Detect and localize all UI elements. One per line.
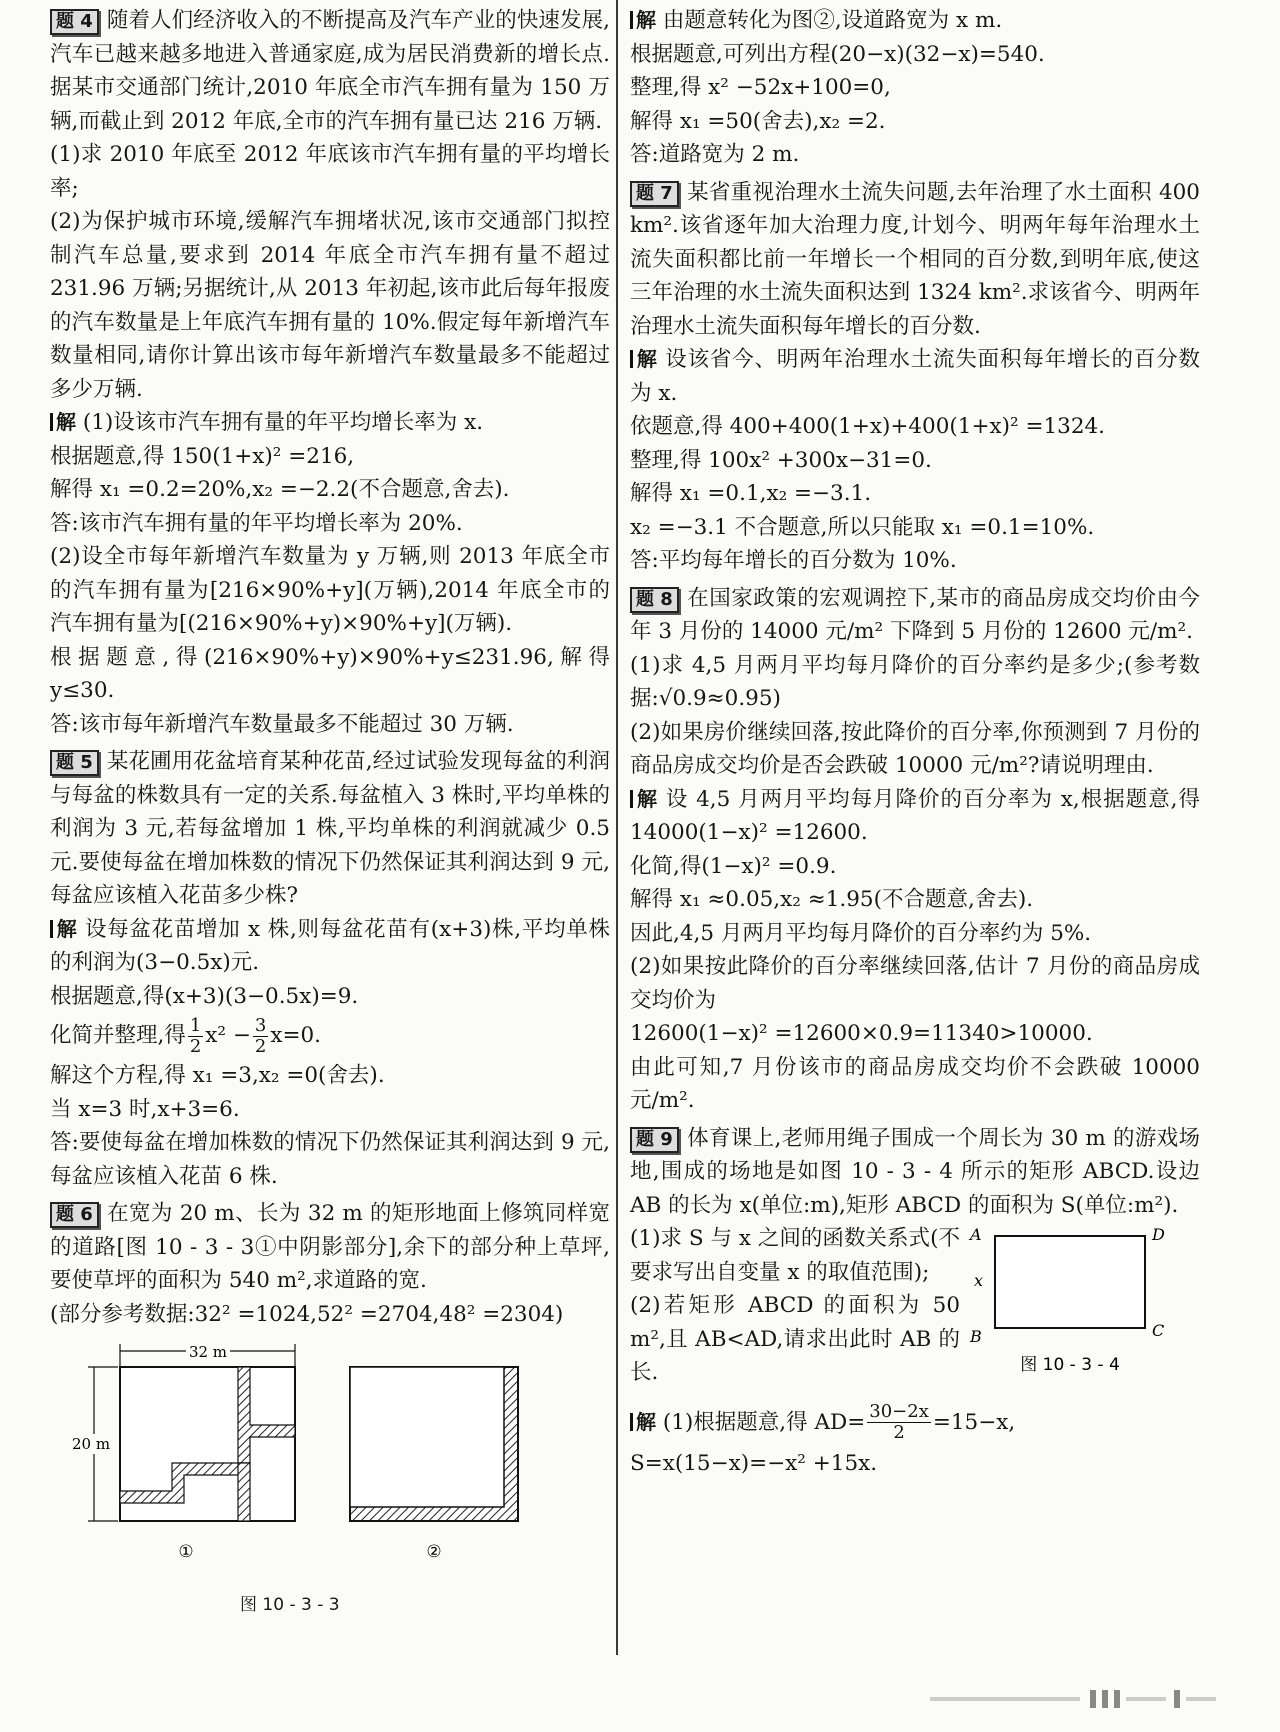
problem-subquestion: (1)求 2010 年底至 2012 年底该市汽车拥有量的平均增长率;: [50, 142, 610, 201]
solution-line: [630, 1398, 1200, 1447]
solution-line: 12600(1−x)² =12600×0.9=11340>10000.: [630, 1021, 1093, 1046]
problem-6: [50, 1197, 610, 1623]
solution-line: 根据题意,得(x+3)(3−0.5x)=9.: [50, 983, 359, 1009]
solution-line: 整理,得 x² −52x+100=0,: [630, 75, 891, 100]
vertex-a-label: A: [970, 1225, 982, 1244]
side-x-label: x: [974, 1271, 984, 1290]
solution-line: 解得 x₁ =0.2=20%,x₂ =−2.2(不合题意,舍去).: [50, 477, 510, 502]
fraction-numerator: 3: [254, 1014, 267, 1036]
solution-text: (1)根据题意,得 AD=: [662, 1409, 866, 1435]
solution-line: 由题意转化为图②,设道路宽为 x m.: [662, 8, 1003, 33]
solution-line: 答:该市每年新增汽车数量最多不能超过 30 万辆.: [50, 711, 514, 737]
solution-line: 答:该市汽车拥有量的年平均增长率为 20%.: [50, 510, 463, 536]
problem-subquestion: (1)求 S 与 x 之间的函数关系式(不要求写出自变量 x 的取值范围);: [630, 1226, 960, 1285]
problem-text: 某省重视治理水土流失问题,去年治理了水土面积 400 km².该省逐年加大治理力度,计划今、明两年每年治理水土流失面积都比前一年增长一个相同的百分数,到明年底,使这三年治理的水土流失面积达到 1324 km².求该省今、明两年治理水土流失面积每年增长的百分数.: [630, 179, 1200, 339]
fraction-denominator: 2: [254, 1035, 267, 1057]
problem-reference-data: (部分参考数据:32² =1024,52² =2704,48² =2304): [50, 1301, 564, 1327]
solution-line: (2)设全市每年新增汽车数量为 y 万辆,则 2013 年底全市的汽车拥有量为[216×90%+y](万辆),2014 年底全市的汽车拥有量为[(216×90%+y)×90%+y](万辆).: [50, 544, 610, 636]
solution-line: (1)设该市汽车拥有量的年平均增长率为 x.: [82, 410, 484, 435]
solution-line: 因此,4,5 月两月平均每月降价的百分率约为 5%.: [630, 920, 1092, 946]
vertex-c-label: C: [1152, 1321, 1165, 1340]
problem-7: [630, 176, 1200, 578]
fraction: [188, 1016, 203, 1057]
problem-text: 随着人们经济收入的不断提高及汽车产业的快速发展,汽车已越来越多地进入普通家庭,成为居民消费新的增长点.据某市交通部门统计,2010 年底全市汽车拥有量为 150 万辆,而截止到 2012 年底,全市的汽车拥有量已达 216 万辆.: [50, 8, 610, 134]
solution-line: 根据题意,得(216×90%+y)×90%+y≤231.96,解得 y≤30.: [50, 644, 610, 703]
solution-line: 根据题意,得 150(1+x)² =216,: [50, 443, 355, 469]
solution-line: [50, 1013, 610, 1059]
problem-tag: 题 7: [630, 181, 679, 207]
solution-line: 化简,得(1−x)² =0.9.: [630, 853, 837, 879]
solution-label: 解: [630, 347, 658, 371]
dimension-label-20m: 20 m: [72, 1435, 111, 1453]
problem-9: [630, 1122, 1200, 1481]
figure-10-3-4: [960, 1222, 1190, 1390]
problem-subquestion: (2)若矩形 ABCD 的面积为 50 m²,且 AB<AD,请求出此时 AB 的长.: [630, 1293, 960, 1385]
figure-2-label: ②: [426, 1542, 442, 1562]
solution-line: 整理,得 100x² +300x−31=0.: [630, 447, 932, 473]
solution-line: 解得 x₁ ≈0.05,x₂ ≈1.95(不合题意,舍去).: [630, 887, 1034, 912]
problem-tag: 题 8: [630, 587, 679, 613]
fraction-numerator: 1: [189, 1014, 202, 1036]
problem-text: 在宽为 20 m、长为 32 m 的矩形地面上修筑同样宽的道路[图 10 - 3 - 3①中阴影部分],余下的部分种上草坪,要使草坪的面积为 540 m²,求道路的宽.: [50, 1201, 610, 1293]
solution-line: x₂ =−3.1 不合题意,所以只能取 x₁ =0.1=10%.: [630, 514, 1095, 540]
problem-9-questions: [630, 1222, 960, 1390]
problem-5: [50, 745, 610, 1193]
figure-caption: 图 10 - 3 - 3: [240, 1595, 340, 1615]
problem-tag: 题 4: [50, 9, 99, 35]
problem-text: 某花圃用花盆培育某种花苗,经过试验发现每盆的利润与每盆的株数具有一定的关系.每盆植入 3 株时,平均单株的利润为 3 元,若每盆增加 1 株,平均单株的利润就减少 0.5 元.要使每盆在增加株数的情况下仍然保证其利润达到 9 元,每盆应该植入花苗多少株?: [50, 749, 610, 908]
problem-tag: 题 6: [50, 1202, 99, 1228]
figure-1-label: ①: [178, 1542, 194, 1562]
problem-6-solution: [630, 4, 1200, 172]
solution-label: 解: [50, 410, 76, 434]
fraction-denominator: 2: [189, 1035, 202, 1057]
solution-line: 答:平均每年增长的百分数为 10%.: [630, 548, 957, 573]
solution-text: x=0.: [270, 1023, 321, 1048]
left-column: [50, 4, 610, 1623]
solution-line: S=x(15−x)=−x² +15x.: [630, 1450, 878, 1476]
solution-label: 解: [50, 917, 77, 941]
problem-9-body: [630, 1222, 1200, 1390]
right-column: [630, 4, 1200, 1480]
road-diagram: [50, 1339, 610, 1569]
solution-text: 化简并整理,得: [50, 1023, 186, 1048]
solution-line: 解这个方程,得 x₁ =3,x₂ =0(舍去).: [50, 1063, 385, 1088]
rectangle-abcd-diagram: [960, 1222, 1190, 1372]
fraction-numerator: 30−2x: [869, 1401, 929, 1422]
solution-line: 答:道路宽为 2 m.: [630, 142, 800, 167]
problem-subquestion: (2)如果房价继续回落,按此降价的百分率,你预测到 7 月份的商品房成交均价是否会跌破 10000 元/m²?请说明理由.: [630, 719, 1200, 778]
problem-text: 在国家政策的宏观调控下,某市的商品房成交均价由今年 3 月份的 14000 元/m² 下降到 5 月份的 12600 元/m².: [630, 585, 1200, 644]
solution-line: (2)如果按此降价的百分率继续回落,估计 7 月份的商品房成交均价为: [630, 954, 1200, 1013]
problem-subquestion: (1)求 4,5 月两月平均每月降价的百分率约是多少;(参考数据:√0.9≈0.95): [630, 652, 1200, 711]
solution-text: x² −: [205, 1023, 251, 1048]
vertex-d-label: D: [1152, 1225, 1165, 1244]
problem-text: 体育课上,老师用绳子围成一个周长为 30 m 的游戏场地,围成的场地是如图 10 - 3 - 4 所示的矩形 ABCD.设边 AB 的长为 x(单位:m),矩形 ABCD 的面积为 S(单位:m²).: [630, 1125, 1200, 1218]
column-divider: [616, 0, 618, 1655]
problem-tag: 题 5: [50, 750, 99, 776]
figure-10-3-3: [50, 1339, 610, 1569]
figure-caption: 图 10 - 3 - 4: [1020, 1355, 1120, 1372]
watermark-bars: [930, 1690, 1240, 1708]
problem-8: [630, 582, 1200, 1118]
solution-line: 由此可知,7 月份该市的商品房成交均价不会跌破 10000 元/m².: [630, 1054, 1200, 1113]
solution-line: 依题意,得 400+400(1+x)+400(1+x)² =1324.: [630, 414, 1106, 439]
solution-line: 设 4,5 月两月平均每月降价的百分率为 x,根据题意,得 14000(1−x)² =12600.: [630, 786, 1200, 845]
solution-line: 答:要使每盆在增加株数的情况下仍然保证其利润达到 9 元,每盆应该植入花苗 6 株.: [50, 1130, 610, 1189]
solution-line: 解得 x₁ =0.1,x₂ =−3.1.: [630, 481, 872, 506]
solution-line: 设每盆花苗增加 x 株,则每盆花苗有(x+3)株,平均单株的利润为(3−0.5x)元.: [50, 916, 611, 975]
solution-label: 解: [630, 8, 656, 32]
dimension-label-32m: 32 m: [188, 1343, 228, 1361]
vertex-b-label: B: [970, 1327, 982, 1346]
problem-4: [50, 4, 610, 741]
solution-line: 设该省今、明两年治理水土流失面积每年增长的百分数为 x.: [630, 347, 1201, 406]
fraction-denominator: 2: [893, 1422, 905, 1443]
problem-subquestion: (2)为保护城市环境,缓解汽车拥堵状况,该市交通部门拟控制汽车总量,要求到 2014 年底全市汽车拥有量不超过 231.96 万辆;另据统计,从 2013 年初起,该市此后每年报废的汽车数量是上年底汽车拥有量的 10%.假定每年新增汽车数量相同,请你计算出该市每年新增汽车数量最多不能超过多少万辆.: [50, 209, 610, 402]
solution-line: 解得 x₁ =50(舍去),x₂ =2.: [630, 108, 886, 134]
solution-line: 当 x=3 时,x+3=6.: [50, 1096, 240, 1122]
fraction: [253, 1016, 268, 1057]
solution-text: =15−x,: [932, 1409, 1016, 1435]
problem-tag: 题 9: [630, 1127, 679, 1153]
solution-label: 解: [630, 787, 658, 811]
solution-label: 解: [630, 1410, 656, 1434]
fraction: [867, 1402, 931, 1443]
solution-line: 根据题意,可列出方程(20−x)(32−x)=540.: [630, 41, 1045, 67]
